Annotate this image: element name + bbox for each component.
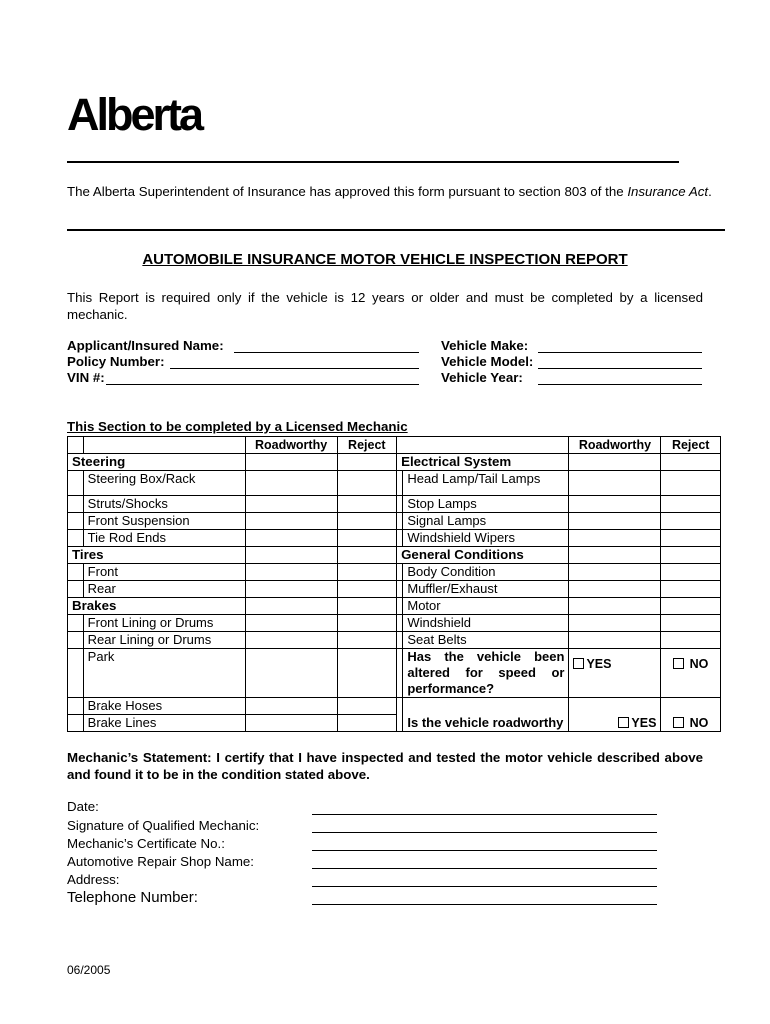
- table-row: [68, 615, 721, 632]
- roadworthy-question: Is the vehicle roadworthy: [403, 715, 569, 732]
- item-rear-lining: Rear Lining or Drums: [83, 632, 245, 649]
- cell-roadworthy[interactable]: [245, 615, 337, 632]
- cell-roadworthy[interactable]: [245, 649, 337, 698]
- inspection-table: [67, 436, 721, 732]
- altered-no-option[interactable]: NO: [661, 649, 721, 698]
- col-roadworthy-left: Roadworthy: [245, 437, 337, 454]
- cell-reject[interactable]: [661, 513, 721, 530]
- cell-reject[interactable]: [337, 581, 397, 598]
- checkbox-icon[interactable]: [673, 717, 684, 728]
- approval-statement: [67, 183, 717, 200]
- category-tires: Tires: [68, 547, 246, 564]
- telephone-field[interactable]: [312, 904, 657, 905]
- table-row: [68, 513, 721, 530]
- alberta-logo: Alberta: [67, 89, 202, 140]
- item-muffler: Muffler/Exhaust: [403, 581, 569, 598]
- item-head-lamp: Head Lamp/Tail Lamps: [403, 471, 569, 496]
- item-motor: Motor: [403, 598, 569, 615]
- address-field[interactable]: [312, 886, 657, 887]
- cell-reject[interactable]: [661, 632, 721, 649]
- cell-reject[interactable]: [337, 649, 397, 698]
- cell-reject[interactable]: [337, 615, 397, 632]
- roadworthy-no-option[interactable]: NO: [661, 715, 721, 732]
- mechanic-statement: Mechanic’s Statement: I certify that I have inspected and tested the motor vehicle described above and found it to be in the condition stated above.: [67, 750, 703, 782]
- cell-reject[interactable]: [337, 530, 397, 547]
- vehicle-make-field[interactable]: [538, 352, 702, 353]
- col-reject-right: Reject: [661, 437, 721, 454]
- col-reject-left: Reject: [337, 437, 397, 454]
- table-row: [68, 471, 721, 496]
- item-front-tires: Front: [83, 564, 245, 581]
- certificate-label: Mechanic’s Certificate No.:: [67, 836, 225, 851]
- table-row: [68, 564, 721, 581]
- approval-rule: [67, 229, 725, 231]
- cell-roadworthy[interactable]: [569, 530, 661, 547]
- item-struts: Struts/Shocks: [83, 496, 245, 513]
- item-body-condition: Body Condition: [403, 564, 569, 581]
- cell-roadworthy[interactable]: [245, 513, 337, 530]
- vehicle-make-label: Vehicle Make:: [441, 338, 529, 353]
- item-rear-tires: Rear: [83, 581, 245, 598]
- policy-number-label: Policy Number:: [67, 354, 165, 369]
- item-windshield-wipers: Windshield Wipers: [403, 530, 569, 547]
- checkbox-icon[interactable]: [618, 717, 629, 728]
- cell-roadworthy[interactable]: [569, 471, 661, 496]
- address-label: Address:: [67, 872, 120, 887]
- vehicle-year-field[interactable]: [538, 384, 702, 385]
- cell-roadworthy[interactable]: [245, 632, 337, 649]
- section-heading: This Section to be completed by a Licensed Mechanic: [67, 419, 408, 434]
- item-brake-lines: Brake Lines: [83, 715, 245, 732]
- category-brakes: Brakes: [68, 598, 246, 615]
- cell-reject[interactable]: [661, 564, 721, 581]
- applicant-name-label: Applicant/Insured Name:: [67, 338, 224, 353]
- cell-reject[interactable]: [661, 530, 721, 547]
- col-roadworthy-right: Roadworthy: [569, 437, 661, 454]
- shop-name-label: Automotive Repair Shop Name:: [67, 854, 254, 869]
- category-electrical: Electrical System: [397, 454, 569, 471]
- cell-reject[interactable]: [337, 715, 397, 732]
- cell-roadworthy[interactable]: [245, 715, 337, 732]
- cell-reject[interactable]: [661, 615, 721, 632]
- category-steering: Steering: [68, 454, 246, 471]
- vehicle-model-label: Vehicle Model:: [441, 354, 534, 369]
- item-stop-lamps: Stop Lamps: [403, 496, 569, 513]
- table-row: [68, 649, 721, 698]
- item-seat-belts: Seat Belts: [403, 632, 569, 649]
- cell-roadworthy[interactable]: [569, 615, 661, 632]
- cell-roadworthy[interactable]: [245, 471, 337, 496]
- cell-reject[interactable]: [337, 564, 397, 581]
- cell-roadworthy[interactable]: [569, 564, 661, 581]
- table-row: [68, 581, 721, 598]
- cell-roadworthy[interactable]: [569, 496, 661, 513]
- cell-roadworthy[interactable]: [245, 496, 337, 513]
- approval-suffix: .: [708, 184, 712, 199]
- shop-name-field[interactable]: [312, 868, 657, 869]
- cell-roadworthy[interactable]: [569, 513, 661, 530]
- cell-roadworthy[interactable]: [569, 598, 661, 615]
- policy-number-field[interactable]: [170, 368, 419, 369]
- applicant-name-field[interactable]: [234, 352, 419, 353]
- item-front-lining: Front Lining or Drums: [83, 615, 245, 632]
- table-row: [68, 496, 721, 513]
- vin-field[interactable]: [106, 384, 419, 385]
- table-row: [68, 530, 721, 547]
- table-row: [68, 632, 721, 649]
- item-park: Park: [83, 649, 245, 698]
- vehicle-year-label: Vehicle Year:: [441, 370, 523, 385]
- table-row: [68, 547, 721, 564]
- category-general: General Conditions: [397, 547, 569, 564]
- intro-text: This Report is required only if the vehicle is 12 years or older and must be completed by a licensed mechanic.: [67, 290, 703, 322]
- vehicle-model-field[interactable]: [538, 368, 702, 369]
- item-brake-hoses: Brake Hoses: [83, 698, 245, 715]
- cell-reject[interactable]: [661, 581, 721, 598]
- roadworthy-yes-option[interactable]: YES: [569, 715, 661, 732]
- altered-question: Has the vehicle been altered for speed or performance?: [403, 649, 569, 698]
- table-row: [68, 698, 721, 715]
- page-title: AUTOMOBILE INSURANCE MOTOR VEHICLE INSPECTION REPORT: [142, 251, 628, 268]
- cell-reject[interactable]: [337, 632, 397, 649]
- cell-roadworthy[interactable]: [569, 632, 661, 649]
- form-date: 06/2005: [67, 963, 111, 977]
- altered-yes-option[interactable]: YES: [569, 649, 661, 698]
- item-steering-box: Steering Box/Rack: [83, 471, 245, 496]
- date-field[interactable]: [312, 814, 657, 815]
- table-row: [68, 715, 721, 732]
- checkbox-icon[interactable]: [673, 658, 684, 669]
- cell-reject[interactable]: [337, 513, 397, 530]
- cell-roadworthy[interactable]: [245, 698, 337, 715]
- cell-roadworthy[interactable]: [245, 530, 337, 547]
- cell-reject[interactable]: [337, 496, 397, 513]
- cell-roadworthy[interactable]: [569, 581, 661, 598]
- cell-reject[interactable]: [661, 598, 721, 615]
- table-header-row: [68, 437, 721, 454]
- signature-label: Signature of Qualified Mechanic:: [67, 818, 260, 833]
- act-name: Insurance Act: [627, 184, 709, 199]
- item-front-suspension: Front Suspension: [83, 513, 245, 530]
- telephone-label: Telephone Number:: [67, 889, 198, 906]
- cell-roadworthy[interactable]: [245, 564, 337, 581]
- item-windshield: Windshield: [403, 615, 569, 632]
- certificate-field[interactable]: [312, 850, 657, 851]
- table-row: [68, 454, 721, 471]
- cell-roadworthy[interactable]: [245, 581, 337, 598]
- date-label: Date:: [67, 799, 99, 814]
- cell-reject[interactable]: [661, 471, 721, 496]
- cell-reject[interactable]: [337, 698, 397, 715]
- cell-reject[interactable]: [337, 471, 397, 496]
- vin-label: VIN #:: [67, 370, 105, 385]
- cell-reject[interactable]: [661, 496, 721, 513]
- item-tie-rod-ends: Tie Rod Ends: [83, 530, 245, 547]
- approval-prefix: The Alberta Superintendent of Insurance has approved this form pursuant to section 803 of the: [67, 184, 628, 199]
- signature-field[interactable]: [312, 832, 657, 833]
- table-row: [68, 598, 721, 615]
- checkbox-icon[interactable]: [573, 658, 584, 669]
- header-rule: [67, 161, 679, 163]
- item-signal-lamps: Signal Lamps: [403, 513, 569, 530]
